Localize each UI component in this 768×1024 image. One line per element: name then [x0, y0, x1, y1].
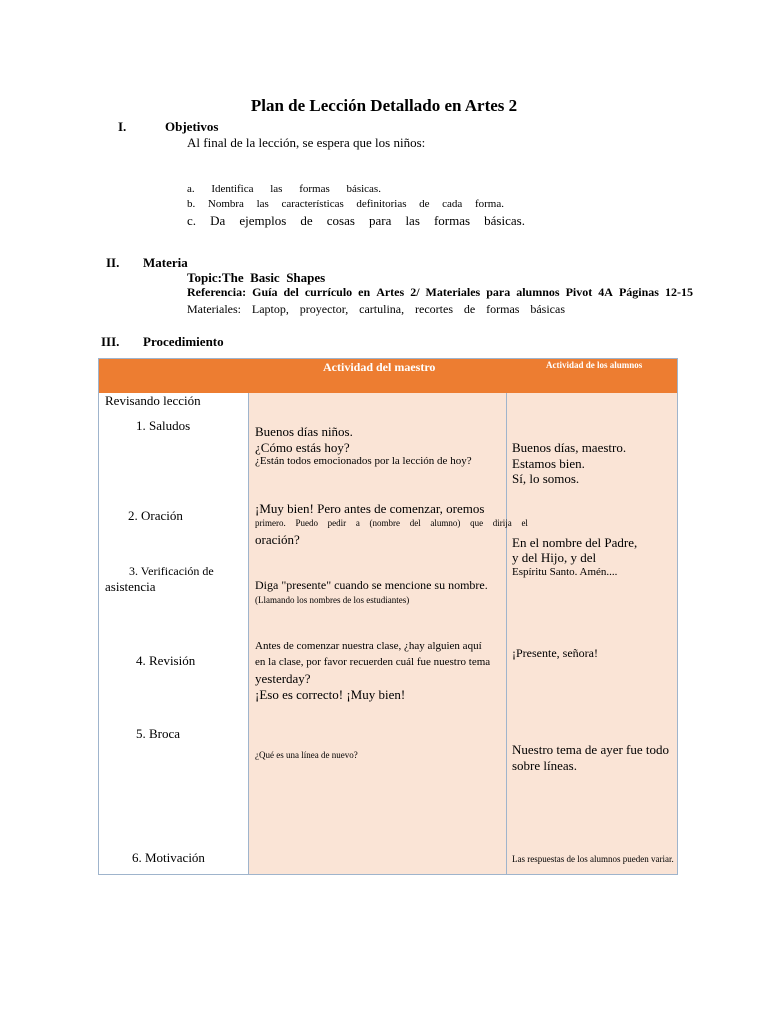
student-greeting: Buenos días, maestro. [512, 440, 627, 455]
word: Identifica [211, 183, 254, 195]
word: a [355, 518, 360, 528]
word: (nombre [369, 518, 400, 528]
word: primero. [255, 518, 286, 528]
word: básicas. [484, 213, 525, 228]
word: el [521, 518, 528, 528]
word: en [358, 285, 371, 299]
word: para [368, 213, 392, 228]
teacher-greeting: Buenos días niños. [255, 424, 353, 439]
referencia-line [187, 285, 693, 300]
word: ejemplos [239, 213, 287, 228]
word: de [463, 302, 476, 316]
word: características [281, 198, 344, 210]
word: formas [299, 183, 330, 195]
objective-letter: a. [187, 183, 195, 195]
section-1-number: I. [118, 119, 127, 134]
word: formas [433, 213, 471, 228]
word: básicas [530, 302, 565, 316]
word: que [470, 518, 484, 528]
header-teacher-activity: Actividad del maestro [323, 360, 436, 374]
teacher-review-2: en la clase, por favor recuerden cuál fue nuestro tema [255, 656, 491, 668]
word: Pivot [565, 285, 593, 299]
section-3-label: Procedimiento [143, 334, 224, 349]
steps-column [99, 393, 248, 874]
word: alumnos [516, 285, 560, 299]
column-divider-1 [248, 393, 249, 874]
word: del [283, 285, 299, 299]
step-asistencia: asistencia [105, 579, 156, 594]
student-prayer-2: y del Hijo, y del [512, 550, 597, 565]
word: forma. [474, 198, 504, 210]
word: recortes [415, 302, 454, 316]
word: las [270, 183, 283, 195]
word: Laptop, [251, 302, 289, 316]
step-revision: 4. Revisión [136, 653, 196, 668]
word: para [486, 285, 511, 299]
teacher-yesterday: yesterday? [255, 671, 311, 686]
step-motivacion: 6. Motivación [132, 850, 205, 865]
section-2-number: II. [106, 255, 120, 270]
word: Materiales [425, 285, 481, 299]
teacher-excited: ¿Están todos emocionados por la lección de hoy? [255, 455, 472, 467]
objectives-intro: Al final de la lección, se espera que los niños: [187, 135, 426, 150]
objective-letter: c. [187, 213, 197, 228]
step-oracion: 2. Oración [128, 508, 183, 523]
header-student-activity: Actividad de los alumnos [546, 360, 643, 370]
word: Materiales: [187, 302, 241, 316]
word: 2/ [410, 285, 420, 299]
word: Guía [252, 285, 278, 299]
word: Puedo [295, 518, 318, 528]
teacher-line-question: ¿Qué es una línea de nuevo? [255, 750, 358, 760]
table-header [99, 359, 677, 393]
objective-letter: b. [187, 198, 196, 210]
word: Da [210, 213, 226, 228]
word: de [300, 213, 313, 228]
word: de [419, 198, 430, 210]
word: Artes [376, 285, 405, 299]
teacher-oracion: oración? [255, 532, 300, 547]
teacher-ask-student [255, 518, 528, 528]
page-title: Plan de Lección Detallado en Artes 2 [250, 96, 518, 115]
teacher-correct: ¡Eso es correcto! ¡Muy bien! [255, 687, 406, 702]
word: Referencia: [187, 285, 247, 299]
word: proyector, [299, 302, 349, 316]
teacher-question: ¿Cómo estás hoy? [255, 440, 350, 455]
word: cada [442, 198, 463, 210]
student-fine: Estamos bien. [512, 456, 585, 471]
topic-line: Topic:The Basic Shapes [187, 270, 326, 285]
student-yes: Sí, lo somos. [512, 471, 580, 486]
section-1-label: Objetivos [165, 119, 219, 134]
student-prayer-3: Espíritu Santo. Amén.... [512, 566, 618, 578]
materiales-line [187, 302, 565, 317]
word: alumno) [430, 518, 461, 528]
word: Páginas [618, 285, 659, 299]
word: cartulina, [359, 302, 405, 316]
student-topic-2: sobre líneas. [512, 758, 577, 773]
step-heading: Revisando lección [105, 393, 201, 408]
section-2-label: Materia [143, 255, 188, 270]
procedure-table [98, 358, 678, 875]
teacher-pray: ¡Muy bien! Pero antes de comenzar, oremos [255, 501, 485, 516]
objective-b [187, 198, 504, 210]
word: las [256, 198, 269, 210]
student-prayer-1: En el nombre del Padre, [512, 535, 638, 550]
word: 12-15 [665, 285, 693, 299]
objective-a [187, 183, 381, 195]
word: pedir [327, 518, 347, 528]
word: formas [486, 302, 520, 316]
step-verificacion: 3. Verificación de [129, 564, 214, 578]
word: básicas. [346, 183, 381, 195]
teacher-calling-names: (Llamando los nombres de los estudiantes) [255, 595, 410, 605]
section-3-number: III. [101, 334, 120, 349]
teacher-review-1: Antes de comenzar nuestra clase, ¿hay alguien aquí [255, 640, 482, 652]
word: del [409, 518, 421, 528]
teacher-presente: Diga "presente" cuando se mencione su nombre. [255, 578, 488, 592]
word: las [405, 213, 420, 228]
student-topic-1: Nuestro tema de ayer fue todo [512, 742, 670, 757]
word: dirija [492, 518, 512, 528]
step-saludos: 1. Saludos [136, 418, 191, 433]
word: currículo [304, 285, 353, 299]
step-broca: 5. Broca [136, 726, 181, 741]
objective-c [187, 213, 525, 229]
student-presente: ¡Presente, señora! [512, 646, 598, 660]
student-answers-vary: Las respuestas de los alumnos pueden variar. [512, 854, 674, 864]
word: 4A [598, 285, 613, 299]
column-divider-2 [506, 393, 507, 874]
word: definitorias [356, 198, 407, 210]
word: cosas [326, 213, 355, 228]
word: Nombra [207, 198, 244, 210]
